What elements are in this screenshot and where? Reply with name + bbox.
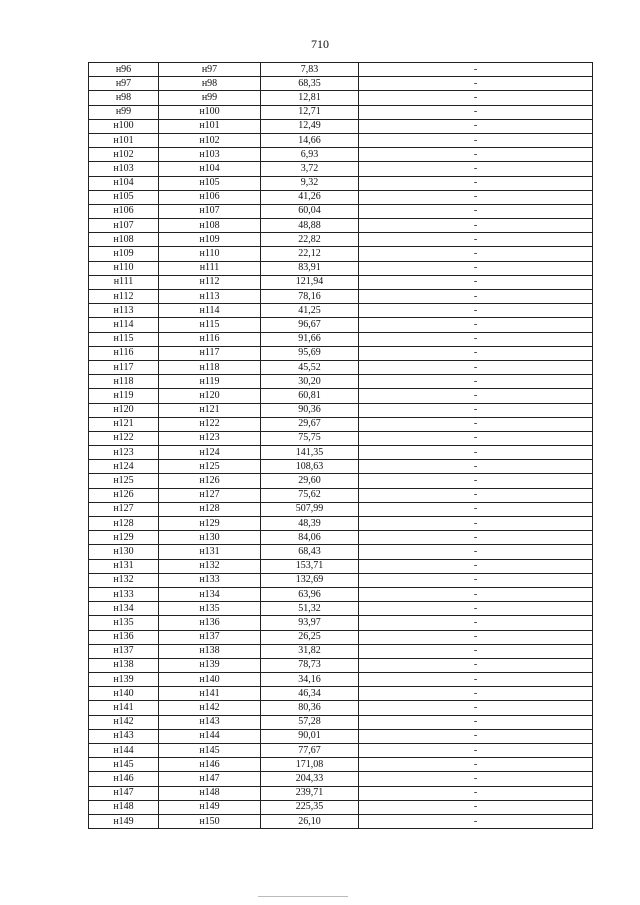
- length-cell: 507,99: [261, 502, 359, 516]
- from-point-cell: н98: [89, 91, 159, 105]
- to-point-cell: н129: [159, 517, 261, 531]
- page-number: 710: [311, 37, 329, 51]
- from-point-cell: н118: [89, 375, 159, 389]
- to-point-cell: н111: [159, 261, 261, 275]
- note-cell: -: [359, 133, 593, 147]
- note-cell: -: [359, 375, 593, 389]
- note-cell: -: [359, 630, 593, 644]
- length-cell: 78,16: [261, 290, 359, 304]
- to-point-cell: н137: [159, 630, 261, 644]
- note-cell: -: [359, 701, 593, 715]
- table-row: [89, 446, 593, 460]
- to-point-cell: н145: [159, 744, 261, 758]
- note-cell: -: [359, 431, 593, 445]
- from-point-cell: н143: [89, 729, 159, 743]
- from-point-cell: н148: [89, 800, 159, 814]
- from-point-cell: н109: [89, 247, 159, 261]
- from-point-cell: н137: [89, 644, 159, 658]
- from-point-cell: н108: [89, 233, 159, 247]
- to-point-cell: н134: [159, 587, 261, 601]
- to-point-cell: н125: [159, 460, 261, 474]
- to-point-cell: н99: [159, 91, 261, 105]
- to-point-cell: н148: [159, 786, 261, 800]
- to-point-cell: н141: [159, 687, 261, 701]
- note-cell: -: [359, 644, 593, 658]
- table-row: [89, 63, 593, 77]
- length-cell: 75,75: [261, 431, 359, 445]
- table-row: [89, 460, 593, 474]
- table-row: [89, 573, 593, 587]
- table-row: [89, 658, 593, 672]
- table-row: [89, 630, 593, 644]
- table-row: [89, 488, 593, 502]
- table-row: [89, 587, 593, 601]
- to-point-cell: н100: [159, 105, 261, 119]
- from-point-cell: н119: [89, 389, 159, 403]
- from-point-cell: н125: [89, 474, 159, 488]
- length-cell: 26,10: [261, 814, 359, 828]
- table-row: [89, 261, 593, 275]
- coordinates-table: [88, 62, 593, 829]
- length-cell: 29,60: [261, 474, 359, 488]
- table-row: [89, 176, 593, 190]
- note-cell: -: [359, 446, 593, 460]
- table-row: [89, 360, 593, 374]
- length-cell: 30,20: [261, 375, 359, 389]
- from-point-cell: н140: [89, 687, 159, 701]
- note-cell: -: [359, 786, 593, 800]
- length-cell: 7,83: [261, 63, 359, 77]
- to-point-cell: н117: [159, 346, 261, 360]
- note-cell: -: [359, 729, 593, 743]
- note-cell: -: [359, 77, 593, 91]
- length-cell: 141,35: [261, 446, 359, 460]
- from-point-cell: н135: [89, 616, 159, 630]
- from-point-cell: н116: [89, 346, 159, 360]
- length-cell: 12,71: [261, 105, 359, 119]
- note-cell: -: [359, 460, 593, 474]
- table-row: [89, 375, 593, 389]
- to-point-cell: н109: [159, 233, 261, 247]
- table-row: [89, 91, 593, 105]
- note-cell: -: [359, 814, 593, 828]
- table-row: [89, 559, 593, 573]
- from-point-cell: н133: [89, 587, 159, 601]
- table-row: [89, 616, 593, 630]
- to-point-cell: н131: [159, 545, 261, 559]
- to-point-cell: н122: [159, 417, 261, 431]
- note-cell: -: [359, 176, 593, 190]
- length-cell: 45,52: [261, 360, 359, 374]
- to-point-cell: н138: [159, 644, 261, 658]
- from-point-cell: н114: [89, 318, 159, 332]
- table-row: [89, 531, 593, 545]
- length-cell: 46,34: [261, 687, 359, 701]
- from-point-cell: н144: [89, 744, 159, 758]
- note-cell: -: [359, 517, 593, 531]
- length-cell: 108,63: [261, 460, 359, 474]
- from-point-cell: н100: [89, 119, 159, 133]
- note-cell: -: [359, 800, 593, 814]
- length-cell: 51,32: [261, 602, 359, 616]
- length-cell: 26,25: [261, 630, 359, 644]
- from-point-cell: н139: [89, 673, 159, 687]
- to-point-cell: н123: [159, 431, 261, 445]
- note-cell: -: [359, 332, 593, 346]
- to-point-cell: н140: [159, 673, 261, 687]
- from-point-cell: н146: [89, 772, 159, 786]
- to-point-cell: н101: [159, 119, 261, 133]
- length-cell: 93,97: [261, 616, 359, 630]
- to-point-cell: н115: [159, 318, 261, 332]
- table-row: [89, 389, 593, 403]
- note-cell: -: [359, 148, 593, 162]
- note-cell: -: [359, 304, 593, 318]
- table-row: [89, 133, 593, 147]
- to-point-cell: н132: [159, 559, 261, 573]
- to-point-cell: н127: [159, 488, 261, 502]
- note-cell: -: [359, 559, 593, 573]
- note-cell: -: [359, 474, 593, 488]
- to-point-cell: н103: [159, 148, 261, 162]
- from-point-cell: н110: [89, 261, 159, 275]
- length-cell: 34,16: [261, 673, 359, 687]
- table-row: [89, 772, 593, 786]
- to-point-cell: н105: [159, 176, 261, 190]
- length-cell: 83,91: [261, 261, 359, 275]
- from-point-cell: н145: [89, 758, 159, 772]
- from-point-cell: н101: [89, 133, 159, 147]
- to-point-cell: н104: [159, 162, 261, 176]
- table-row: [89, 162, 593, 176]
- note-cell: -: [359, 502, 593, 516]
- length-cell: 225,35: [261, 800, 359, 814]
- table-row: [89, 275, 593, 289]
- from-point-cell: н142: [89, 715, 159, 729]
- note-cell: -: [359, 758, 593, 772]
- table-row: [89, 318, 593, 332]
- to-point-cell: н106: [159, 190, 261, 204]
- note-cell: -: [359, 219, 593, 233]
- note-cell: -: [359, 417, 593, 431]
- from-point-cell: н128: [89, 517, 159, 531]
- from-point-cell: н112: [89, 290, 159, 304]
- to-point-cell: н120: [159, 389, 261, 403]
- note-cell: -: [359, 488, 593, 502]
- note-cell: -: [359, 772, 593, 786]
- length-cell: 22,12: [261, 247, 359, 261]
- to-point-cell: н126: [159, 474, 261, 488]
- from-point-cell: н136: [89, 630, 159, 644]
- note-cell: -: [359, 658, 593, 672]
- to-point-cell: н119: [159, 375, 261, 389]
- length-cell: 3,72: [261, 162, 359, 176]
- table-row: [89, 729, 593, 743]
- from-point-cell: н97: [89, 77, 159, 91]
- to-point-cell: н133: [159, 573, 261, 587]
- note-cell: -: [359, 275, 593, 289]
- from-point-cell: н129: [89, 531, 159, 545]
- from-point-cell: н127: [89, 502, 159, 516]
- note-cell: -: [359, 233, 593, 247]
- from-point-cell: н147: [89, 786, 159, 800]
- note-cell: -: [359, 105, 593, 119]
- from-point-cell: н130: [89, 545, 159, 559]
- to-point-cell: н124: [159, 446, 261, 460]
- table-row: [89, 119, 593, 133]
- to-point-cell: н102: [159, 133, 261, 147]
- to-point-cell: н128: [159, 502, 261, 516]
- table-row: [89, 744, 593, 758]
- table-row: [89, 545, 593, 559]
- from-point-cell: н102: [89, 148, 159, 162]
- to-point-cell: н107: [159, 204, 261, 218]
- table-row: [89, 602, 593, 616]
- from-point-cell: н131: [89, 559, 159, 573]
- length-cell: 80,36: [261, 701, 359, 715]
- note-cell: -: [359, 162, 593, 176]
- note-cell: -: [359, 744, 593, 758]
- from-point-cell: н96: [89, 63, 159, 77]
- to-point-cell: н112: [159, 275, 261, 289]
- to-point-cell: н114: [159, 304, 261, 318]
- from-point-cell: н141: [89, 701, 159, 715]
- length-cell: 41,26: [261, 190, 359, 204]
- note-cell: -: [359, 715, 593, 729]
- length-cell: 132,69: [261, 573, 359, 587]
- table-row: [89, 403, 593, 417]
- length-cell: 204,33: [261, 772, 359, 786]
- length-cell: 29,67: [261, 417, 359, 431]
- to-point-cell: н110: [159, 247, 261, 261]
- table-row: [89, 502, 593, 516]
- length-cell: 41,25: [261, 304, 359, 318]
- from-point-cell: н123: [89, 446, 159, 460]
- note-cell: -: [359, 290, 593, 304]
- from-point-cell: н149: [89, 814, 159, 828]
- to-point-cell: н147: [159, 772, 261, 786]
- length-cell: 90,36: [261, 403, 359, 417]
- from-point-cell: н113: [89, 304, 159, 318]
- to-point-cell: н146: [159, 758, 261, 772]
- from-point-cell: н103: [89, 162, 159, 176]
- to-point-cell: н116: [159, 332, 261, 346]
- note-cell: -: [359, 204, 593, 218]
- to-point-cell: н108: [159, 219, 261, 233]
- note-cell: -: [359, 573, 593, 587]
- table-row: [89, 233, 593, 247]
- from-point-cell: н106: [89, 204, 159, 218]
- table-row: [89, 77, 593, 91]
- to-point-cell: н142: [159, 701, 261, 715]
- length-cell: 48,39: [261, 517, 359, 531]
- table-row: [89, 474, 593, 488]
- to-point-cell: н121: [159, 403, 261, 417]
- note-cell: -: [359, 616, 593, 630]
- table-row: [89, 190, 593, 204]
- length-cell: 239,71: [261, 786, 359, 800]
- length-cell: 9,32: [261, 176, 359, 190]
- length-cell: 12,81: [261, 91, 359, 105]
- note-cell: -: [359, 119, 593, 133]
- note-cell: -: [359, 531, 593, 545]
- table-row: [89, 148, 593, 162]
- length-cell: 60,04: [261, 204, 359, 218]
- length-cell: 91,66: [261, 332, 359, 346]
- from-point-cell: н122: [89, 431, 159, 445]
- length-cell: 12,49: [261, 119, 359, 133]
- table-row: [89, 701, 593, 715]
- from-point-cell: н115: [89, 332, 159, 346]
- to-point-cell: н135: [159, 602, 261, 616]
- table-row: [89, 673, 593, 687]
- length-cell: 90,01: [261, 729, 359, 743]
- length-cell: 95,69: [261, 346, 359, 360]
- note-cell: -: [359, 247, 593, 261]
- length-cell: 48,88: [261, 219, 359, 233]
- to-point-cell: н149: [159, 800, 261, 814]
- length-cell: 68,43: [261, 545, 359, 559]
- length-cell: 96,67: [261, 318, 359, 332]
- length-cell: 78,73: [261, 658, 359, 672]
- length-cell: 75,62: [261, 488, 359, 502]
- note-cell: -: [359, 261, 593, 275]
- to-point-cell: н139: [159, 658, 261, 672]
- to-point-cell: н144: [159, 729, 261, 743]
- note-cell: -: [359, 91, 593, 105]
- table-row: [89, 417, 593, 431]
- length-cell: 121,94: [261, 275, 359, 289]
- table-row: [89, 290, 593, 304]
- length-cell: 84,06: [261, 531, 359, 545]
- length-cell: 171,08: [261, 758, 359, 772]
- note-cell: -: [359, 545, 593, 559]
- from-point-cell: н126: [89, 488, 159, 502]
- note-cell: -: [359, 190, 593, 204]
- length-cell: 77,67: [261, 744, 359, 758]
- table-row: [89, 758, 593, 772]
- from-point-cell: н111: [89, 275, 159, 289]
- table-row: [89, 644, 593, 658]
- note-cell: -: [359, 346, 593, 360]
- table-row: [89, 204, 593, 218]
- table-row: [89, 105, 593, 119]
- table-row: [89, 346, 593, 360]
- note-cell: -: [359, 389, 593, 403]
- to-point-cell: н150: [159, 814, 261, 828]
- note-cell: -: [359, 602, 593, 616]
- length-cell: 63,96: [261, 587, 359, 601]
- table-row: [89, 247, 593, 261]
- from-point-cell: н99: [89, 105, 159, 119]
- note-cell: -: [359, 687, 593, 701]
- from-point-cell: н121: [89, 417, 159, 431]
- from-point-cell: н117: [89, 360, 159, 374]
- scan-mark: [258, 896, 348, 897]
- table-row: [89, 715, 593, 729]
- from-point-cell: н132: [89, 573, 159, 587]
- note-cell: -: [359, 63, 593, 77]
- length-cell: 31,82: [261, 644, 359, 658]
- from-point-cell: н104: [89, 176, 159, 190]
- note-cell: -: [359, 403, 593, 417]
- to-point-cell: н143: [159, 715, 261, 729]
- to-point-cell: н98: [159, 77, 261, 91]
- to-point-cell: н97: [159, 63, 261, 77]
- to-point-cell: н118: [159, 360, 261, 374]
- table-row: [89, 786, 593, 800]
- to-point-cell: н113: [159, 290, 261, 304]
- table-row: [89, 687, 593, 701]
- note-cell: -: [359, 587, 593, 601]
- to-point-cell: н130: [159, 531, 261, 545]
- length-cell: 6,93: [261, 148, 359, 162]
- from-point-cell: н107: [89, 219, 159, 233]
- length-cell: 14,66: [261, 133, 359, 147]
- table-row: [89, 814, 593, 828]
- length-cell: 153,71: [261, 559, 359, 573]
- length-cell: 60,81: [261, 389, 359, 403]
- table-row: [89, 431, 593, 445]
- table-row: [89, 304, 593, 318]
- note-cell: -: [359, 673, 593, 687]
- length-cell: 57,28: [261, 715, 359, 729]
- table-row: [89, 517, 593, 531]
- from-point-cell: н134: [89, 602, 159, 616]
- from-point-cell: н105: [89, 190, 159, 204]
- table-row: [89, 219, 593, 233]
- table-row: [89, 332, 593, 346]
- length-cell: 22,82: [261, 233, 359, 247]
- from-point-cell: н138: [89, 658, 159, 672]
- note-cell: -: [359, 318, 593, 332]
- note-cell: -: [359, 360, 593, 374]
- from-point-cell: н124: [89, 460, 159, 474]
- length-cell: 68,35: [261, 77, 359, 91]
- to-point-cell: н136: [159, 616, 261, 630]
- from-point-cell: н120: [89, 403, 159, 417]
- table-row: [89, 800, 593, 814]
- table-body: [89, 63, 593, 829]
